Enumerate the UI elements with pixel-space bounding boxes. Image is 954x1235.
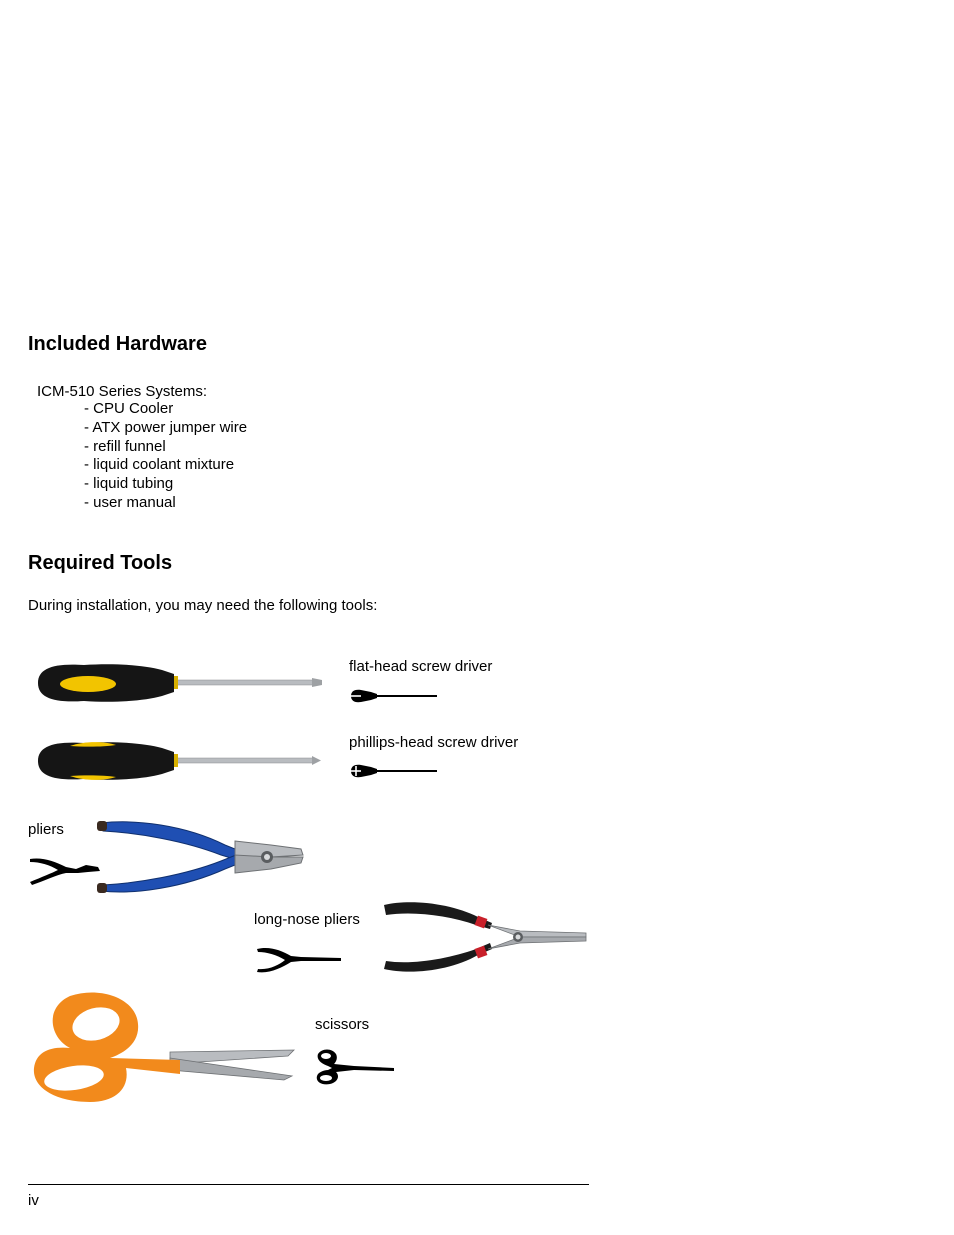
phillips-screwdriver-icon xyxy=(349,763,439,779)
list-item: - ATX power jumper wire xyxy=(84,418,248,436)
scissors-icon xyxy=(314,1046,398,1086)
section-heading-required-tools: Required Tools xyxy=(28,552,173,574)
tool-label-flat-head: flat-head screw driver xyxy=(349,658,493,675)
page-number: iv xyxy=(28,1192,39,1209)
tool-label-phillips: phillips-head screw driver xyxy=(349,734,519,751)
list-item: - liquid coolant mixture xyxy=(84,456,235,474)
long-nose-pliers-photo xyxy=(380,895,590,979)
list-item: - liquid tubing xyxy=(84,475,174,493)
section-heading-included-hardware: Included Hardware xyxy=(28,333,207,355)
long-nose-pliers-icon xyxy=(255,944,343,976)
hardware-intro: ICM-510 Series Systems: xyxy=(37,383,208,400)
tool-label-scissors: scissors xyxy=(315,1016,370,1033)
pliers-photo xyxy=(95,815,307,899)
list-item: - user manual xyxy=(84,493,176,511)
flat-head-screwdriver-icon xyxy=(349,688,439,704)
flat-head-screwdriver-photo xyxy=(34,660,324,706)
list-item: - CPU Cooler xyxy=(84,400,174,417)
footer-rule xyxy=(28,1184,589,1185)
list-item: - refill funnel xyxy=(84,437,166,455)
pliers-icon xyxy=(28,855,104,887)
tool-label-long-nose-pliers: long-nose pliers xyxy=(254,911,360,928)
scissors-photo xyxy=(30,988,300,1106)
phillips-screwdriver-photo xyxy=(34,737,324,785)
tool-label-pliers: pliers xyxy=(28,821,64,838)
tools-intro: During installation, you may need the following tools: xyxy=(28,597,378,614)
hardware-list xyxy=(84,400,247,513)
